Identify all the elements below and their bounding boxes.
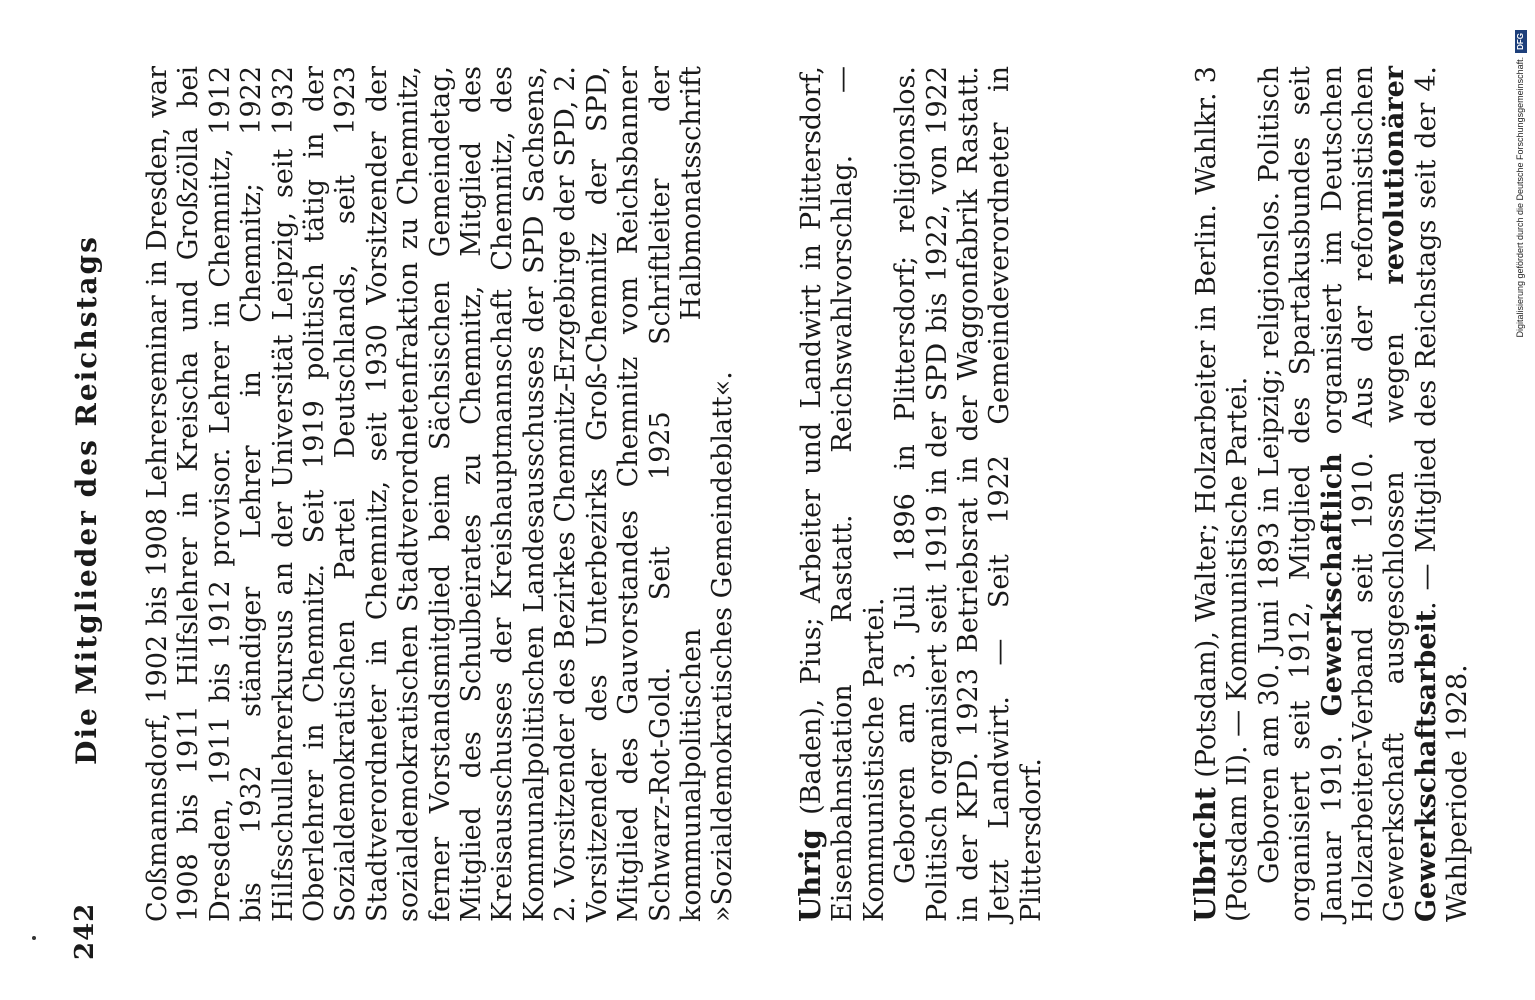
entry-ulbricht-bio — [1254, 66, 1474, 922]
entry-ulbricht-bio-emphasis: revolutionärer Gewerkschaftsarbeit — [1379, 66, 1442, 922]
entry-ulbricht-intro — [1190, 66, 1254, 922]
page-number: 242 — [70, 902, 100, 960]
entry-ulbricht-surname: Ulbricht — [1188, 786, 1222, 922]
running-head: Die Mitglieder des Reichstags — [70, 235, 103, 765]
digitization-attribution — [1508, 10, 1534, 1000]
entry-ulbricht-bio-part: Geboren am 30. Juni 1893 in Leipzig; religionslos. Politisch organisiert seit 1912, Mitglied des Spartakusbundes seit Januar 1919. — [1253, 66, 1348, 922]
entry-uhrig-intro-text: (Baden), Pius; Arbeiter und Landwirt in Plittersdorf, Eisenbahnstation Rastatt. Reichswahlvorschlag. — Kommunistische Partei. — [796, 66, 890, 922]
entry-uhrig-bio: Geboren am 3. Juli 1896 in Plittersdorf; religionslos. Politisch organisiert seit 1919 in der SPD bis 1922, von 1922 in der KPD. 1923 Betriebsrat in der Waggonfabrik Rastatt. Jetzt Landwirt. — Seit 1922 Gemeindeverordneter in Plittersdorf. — [890, 66, 1047, 922]
entry-ulbricht-bio-part: . — Mitglied des Reichstags seit der 4. Wahlperiode 1928. — [1410, 66, 1474, 922]
entry-ulbricht-bio-emphasis: Gewerkschaftlich — [1316, 453, 1348, 717]
entry-ulbricht — [1190, 66, 1474, 922]
entry-continued-text: Coßmannsdorf, 1902 bis 1908 Lehrerseminar in Dresden, war 1908 bis 1911 Hilfslehrer in Kreischa und Großzölla bei Dresden, 1911 bis 1912 provisor. Lehrer in Chemnitz, 1912 bis 1932 ständiger Lehrer in Chemnitz; 1922 Hilfsschullehrerkursus an der Universität Leipzig, seit 1932 Oberlehrer in Chemnitz. Seit 1919 politisch tätig in der Sozialdemokratischen Partei Deutschlands, seit 1923 Stadtverordneter in Chemnitz, seit 1930 Vorsitzender der sozialdemokratischen Stadtverordnetenfraktion zu Chemnitz, ferner Vorstandsmitglied beim Sächsischen Gemeindetag, Mitglied des Schulbeirates zu Chemnitz, Mitglied des Kreisausschusses der Kreishauptmannschaft Chemnitz, des Kommunalpolitischen Landesausschusses der SPD Sachsens, 2. Vorsitzender des Bezirkes Chemnitz-Erzgebirge der SPD, 2. Vorsitzender des Unterbezirks Groß-Chemnitz der SPD, Mitglied des Gauvorstandes Chemnitz vom Reichsbanner Schwarz-Rot-Gold. Seit 1925 Schriftleiter der kommunalpolitischen Halbmonatsschrift »Sozialdemokratisches Gemeindeblatt«. — [142, 66, 739, 922]
dfg-logo: DFG — [1515, 30, 1527, 53]
scan-speck — [32, 936, 36, 940]
entry-continued-block — [142, 66, 739, 922]
entry-uhrig-surname: Uhrig — [793, 829, 827, 922]
entry-ulbricht-bio-part: organisiert im Deutschen Holzarbeiter-Verband seit 1910. Aus der reformistischen Gewerkschaft ausgeschlossen wegen — [1316, 66, 1411, 922]
attribution-label: Digitalisierung gefördert durch die Deutsche Forschungsgemeinschaft. — [1515, 56, 1525, 338]
entry-uhrig — [795, 66, 1047, 922]
page-header — [70, 40, 120, 960]
attribution-text — [1514, 30, 1527, 990]
entry-uhrig-intro — [795, 66, 890, 922]
entry-ulbricht-intro-text: (Potsdam), Walter; Holzarbeiter in Berlin. Wahlkr. 3 (Potsdam II). — Kommunistische Partei. — [1191, 66, 1254, 922]
